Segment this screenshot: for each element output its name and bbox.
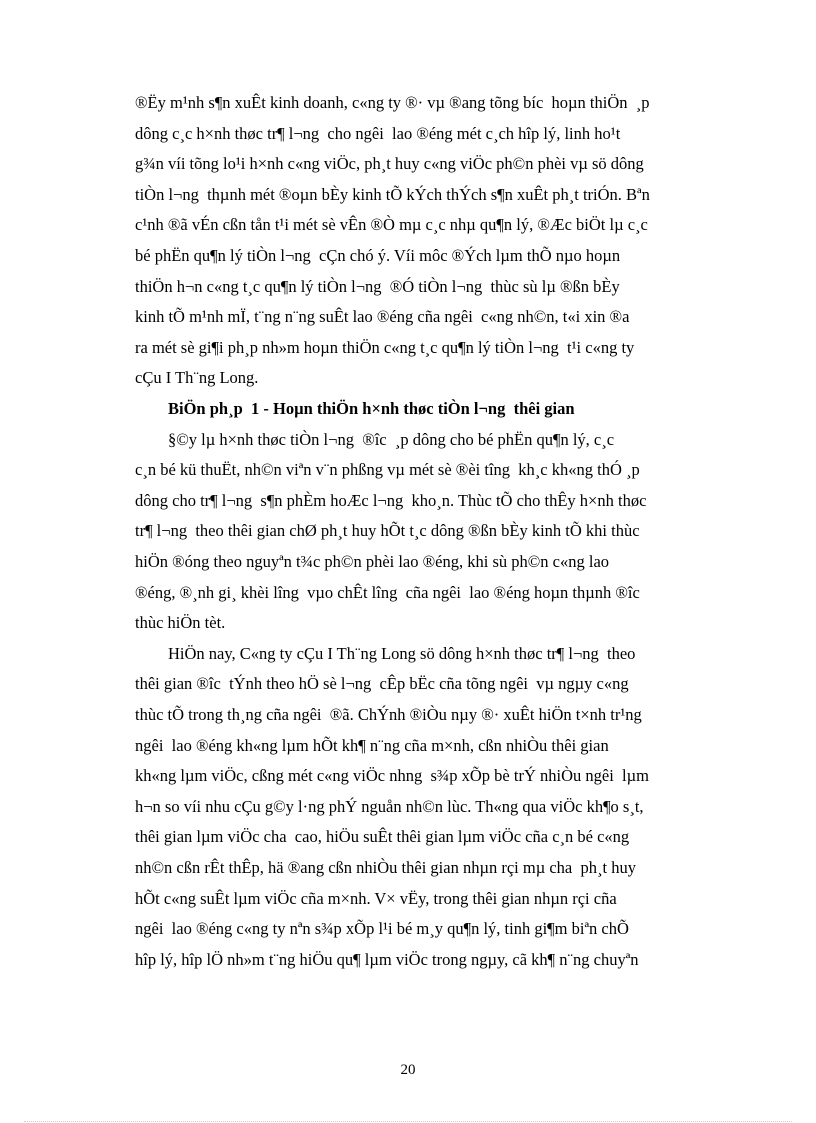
text-line: dông c¸c h×nh thøc tr¶ l¬ng cho ngêi lao ®éng mét c¸ch hîp lý, linh ho¹t — [135, 123, 621, 143]
text-line: hîp lý, hîp lÖ nh»m t¨ng hiÖu qu¶ lµm viÖc trong ngµy, cã kh¶ n¨ng chuyªn — [135, 949, 639, 969]
text-line: kinh tÕ m¹nh mÏ, t¨ng n¨ng suÊt lao ®éng cña ngêi c«ng nh©n, t«i xin ®a — [135, 307, 630, 327]
text-line: ra mét sè gi¶i ph¸p nh»m hoµn thiÖn c«ng t¸c qu¶n lý tiÒn l¬ng t¹i c«ng ty — [135, 337, 635, 357]
text-line: ngêi lao ®éng c«ng ty nªn s¾p xÕp l¹i bé m¸y qu¶n lý, tinh gi¶m biªn chÕ — [135, 919, 629, 939]
text-line: c¹nh ®ã vÉn cßn tån t¹i mét sè vÊn ®Ò mµ c¸c nhµ qu¶n lý, ®Æc biÖt lµ c¸c — [135, 215, 648, 235]
page-number: 20 — [400, 1062, 416, 1078]
page-bottom-rule — [24, 1121, 792, 1122]
text-line: thùc tÕ trong th¸ng cña ngêi ®ã. ChÝnh ®iÒu nµy ®· xuÊt hiÖn t×nh tr¹ng — [135, 705, 642, 724]
text-line: thiÖn h¬n c«ng t¸c qu¶n lý tiÒn l¬ng ®Ó tiÒn l¬ng thùc sù lµ ®ßn bÈy — [135, 276, 620, 296]
text-line: c¸n bé kü thuËt, nh©n viªn v¨n phßng vµ mét sè ®èi tîng kh¸c kh«ng thÓ ¸p — [135, 460, 640, 480]
text-line: thêi gian ®îc tÝnh theo hÖ sè l¬ng cÊp bËc cña tõng ngêi vµ ngµy c«ng — [135, 674, 629, 694]
text-line: nh©n cßn rÊt thÊp, hä ®ang cßn nhiÒu thêi gian nhµn rçi mµ cha ph¸t huy — [135, 858, 636, 877]
text-line: thùc hiÖn tèt. — [135, 613, 226, 633]
text-line: bé phËn qu¶n lý tiÒn l¬ng cÇn chó ý. Víi môc ®Ých lµm thÕ nµo hoµn — [135, 246, 621, 265]
text-line: dông cho tr¶ l¬ng s¶n phÈm hoÆc l¬ng kho¸n. Thùc tÕ cho thÊy h×nh thøc — [135, 490, 647, 510]
text-line: §©y lµ h×nh thøc tiÒn l¬ng ®îc ¸p dông cho bé phËn qu¶n lý, c¸c — [135, 429, 615, 449]
text-line: tiÒn l¬ng thµnh mét ®oµn bÈy kinh tÕ kÝch thÝch s¶n xuÊt ph¸t triÓn. Bªn — [135, 184, 650, 204]
text-line: hiÖn ®óng theo nguyªn t¾c ph©n phèi lao ®éng, khi sù ph©n c«ng lao — [135, 552, 610, 571]
text-line: cÇu I Th¨ng Long. — [135, 368, 259, 388]
text-line: hÕt c«ng suÊt lµm viÖc cña m×nh. V× vËy, trong thêi gian nhµn rçi cña — [135, 888, 617, 908]
text-line: ngêi lao ®éng kh«ng lµm hÕt kh¶ n¨ng cña m×nh, cßn nhiÒu thêi gian — [135, 735, 609, 755]
text-line: tr¶ l¬ng theo thêi gian chØ ph¸t huy hÕt t¸c dông ®ßn bÈy kinh tÕ khi thùc — [135, 521, 640, 541]
text-line: h¬n so víi nhu cÇu g©y l·ng phÝ nguån nh©n lùc. Th«ng qua viÖc kh¶o s¸t, — [135, 796, 644, 816]
section-heading: BiÖn ph¸p 1 - Hoµn thiÖn h×nh thøc tiÒn l¬ng thêi gian — [135, 399, 575, 418]
text-line: ®éng, ®¸nh gi¸ khèi lîng vµo chÊt lîng cña ngêi lao ®éng hoµn thµnh ®îc — [135, 582, 640, 602]
text-line: g¾n víi tõng lo¹i h×nh c«ng viÖc, ph¸t huy c«ng viÖc ph©n phèi vµ sö dông — [135, 154, 644, 174]
text-line: ®Ëy m¹nh s¶n xuÊt kinh doanh, c«ng ty ®· vµ ®ang tõng bíc hoµn thiÖn ¸p — [135, 93, 650, 112]
text-line: kh«ng lµm viÖc, cßng mét c«ng viÖc nhng s¾p xÕp bè trÝ nhiÒu ngêi lµm — [135, 766, 649, 786]
text-line: thêi gian lµm viÖc cha cao, hiÖu suÊt thêi gian lµm viÖc cña c¸n bé c«ng — [135, 827, 630, 847]
text-line: HiÖn nay, C«ng ty cÇu I Th¨ng Long sö dông h×nh thøc tr¶ l¬ng theo — [135, 643, 636, 663]
